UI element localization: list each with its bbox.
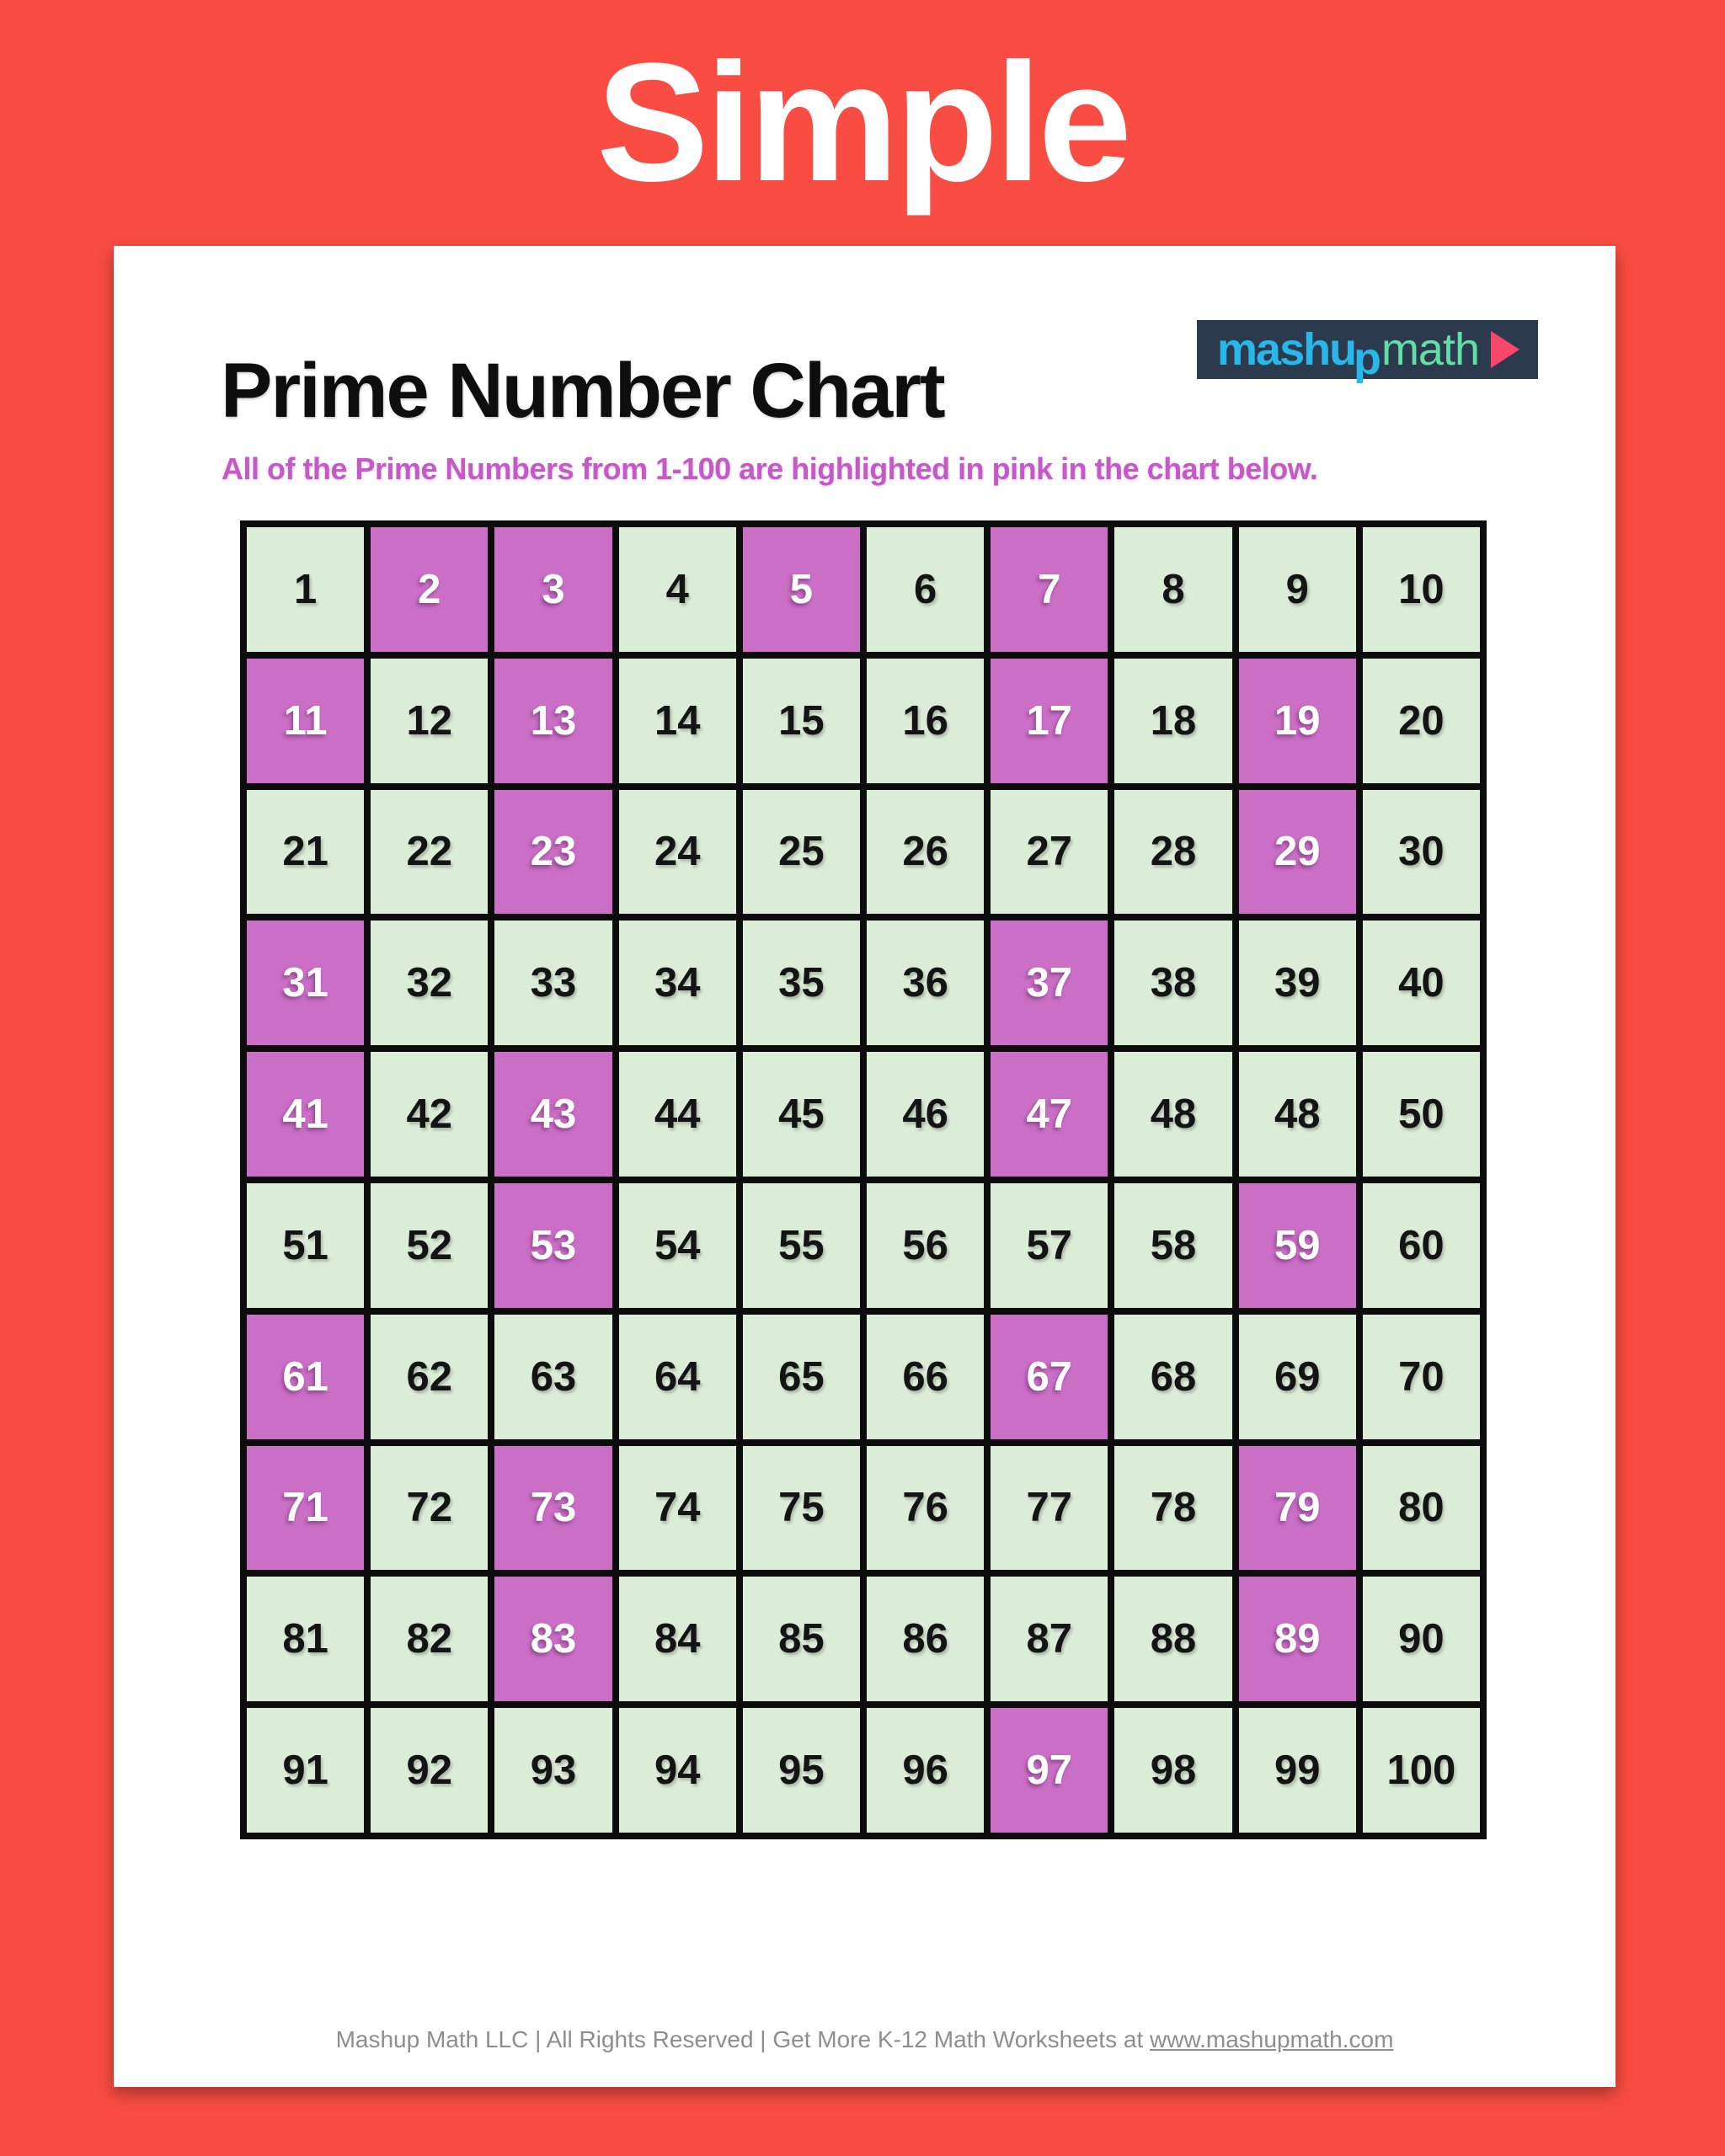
grid-cell-62: 62 <box>371 1315 488 1439</box>
grid-cell-45: 45 <box>743 1052 860 1177</box>
grid-cell-56: 56 <box>867 1183 984 1308</box>
play-icon <box>1491 331 1519 368</box>
grid-cell-93: 93 <box>494 1708 611 1833</box>
grid-cell-100: 100 <box>1363 1708 1480 1833</box>
grid-cell-4: 4 <box>619 527 736 652</box>
number-grid <box>240 520 1487 1839</box>
grid-cell-32: 32 <box>371 921 488 1045</box>
logo-text-p: p <box>1353 333 1380 384</box>
worksheet-card <box>114 246 1616 2087</box>
grid-cell-15: 15 <box>743 659 860 783</box>
grid-cell-23: 23 <box>494 790 611 915</box>
grid-cell-41: 41 <box>247 1052 364 1177</box>
grid-cell-18: 18 <box>1114 659 1231 783</box>
grid-cell-30: 30 <box>1363 790 1480 915</box>
grid-cell-46: 46 <box>867 1052 984 1177</box>
grid-cell-5: 5 <box>743 527 860 652</box>
grid-cell-75: 75 <box>743 1446 860 1571</box>
grid-cell-61: 61 <box>247 1315 364 1439</box>
grid-cell-72: 72 <box>371 1446 488 1571</box>
grid-cell-60: 60 <box>1363 1183 1480 1308</box>
grid-cell-39: 39 <box>1239 921 1356 1045</box>
footer <box>114 2026 1616 2053</box>
grid-cell-68: 68 <box>1114 1315 1231 1439</box>
grid-cell-38: 38 <box>1114 921 1231 1045</box>
grid-cell-53: 53 <box>494 1183 611 1308</box>
grid-cell-26: 26 <box>867 790 984 915</box>
grid-cell-19: 19 <box>1239 659 1356 783</box>
grid-cell-58: 58 <box>1114 1183 1231 1308</box>
grid-cell-3: 3 <box>494 527 611 652</box>
grid-cell-66: 66 <box>867 1315 984 1439</box>
logo-text-mashup <box>1217 323 1380 384</box>
grid-cell-9: 9 <box>1239 527 1356 652</box>
grid-cell-63: 63 <box>494 1315 611 1439</box>
grid-cell-96: 96 <box>867 1708 984 1833</box>
grid-cell-27: 27 <box>991 790 1108 915</box>
banner-title: Simple <box>596 29 1129 216</box>
grid-cell-47: 47 <box>991 1052 1108 1177</box>
grid-cell-71: 71 <box>247 1446 364 1571</box>
grid-cell-21: 21 <box>247 790 364 915</box>
grid-cell-83: 83 <box>494 1577 611 1701</box>
grid-cell-59: 59 <box>1239 1183 1356 1308</box>
grid-cell-25: 25 <box>743 790 860 915</box>
grid-cell-67: 67 <box>991 1315 1108 1439</box>
grid-cell-97: 97 <box>991 1708 1108 1833</box>
grid-cell-2: 2 <box>371 527 488 652</box>
grid-cell-73: 73 <box>494 1446 611 1571</box>
grid-cell-44: 44 <box>619 1052 736 1177</box>
grid-cell-20: 20 <box>1363 659 1480 783</box>
grid-cell-84: 84 <box>619 1577 736 1701</box>
grid-cell-22: 22 <box>371 790 488 915</box>
page-title: Prime Number Chart <box>221 348 944 434</box>
grid-cell-87: 87 <box>991 1577 1108 1701</box>
grid-cell-51: 51 <box>247 1183 364 1308</box>
grid-cell-33: 33 <box>494 921 611 1045</box>
grid-cell-64: 64 <box>619 1315 736 1439</box>
grid-cell-7: 7 <box>991 527 1108 652</box>
grid-cell-81: 81 <box>247 1577 364 1701</box>
grid-cell-85: 85 <box>743 1577 860 1701</box>
grid-cell-98: 98 <box>1114 1708 1231 1833</box>
grid-cell-50: 50 <box>1363 1052 1480 1177</box>
grid-cell-99: 99 <box>1239 1708 1356 1833</box>
grid-cell-95: 95 <box>743 1708 860 1833</box>
footer-link[interactable]: www.mashupmath.com <box>1150 2026 1394 2052</box>
grid-cell-17: 17 <box>991 659 1108 783</box>
grid-cell-80: 80 <box>1363 1446 1480 1571</box>
grid-cell-74: 74 <box>619 1446 736 1571</box>
grid-cell-6: 6 <box>867 527 984 652</box>
grid-cell-48: 48 <box>1239 1052 1356 1177</box>
grid-cell-76: 76 <box>867 1446 984 1571</box>
grid-cell-11: 11 <box>247 659 364 783</box>
mashupmath-logo <box>1197 320 1538 384</box>
grid-cell-90: 90 <box>1363 1577 1480 1701</box>
grid-cell-70: 70 <box>1363 1315 1480 1439</box>
grid-cell-77: 77 <box>991 1446 1108 1571</box>
grid-cell-79: 79 <box>1239 1446 1356 1571</box>
grid-cell-8: 8 <box>1114 527 1231 652</box>
grid-cell-28: 28 <box>1114 790 1231 915</box>
grid-cell-88: 88 <box>1114 1577 1231 1701</box>
grid-cell-24: 24 <box>619 790 736 915</box>
grid-cell-86: 86 <box>867 1577 984 1701</box>
grid-cell-13: 13 <box>494 659 611 783</box>
grid-cell-42: 42 <box>371 1052 488 1177</box>
grid-cell-94: 94 <box>619 1708 736 1833</box>
grid-cell-78: 78 <box>1114 1446 1231 1571</box>
grid-cell-16: 16 <box>867 659 984 783</box>
grid-cell-52: 52 <box>371 1183 488 1308</box>
grid-cell-43: 43 <box>494 1052 611 1177</box>
grid-cell-54: 54 <box>619 1183 736 1308</box>
grid-cell-91: 91 <box>247 1708 364 1833</box>
grid-cell-82: 82 <box>371 1577 488 1701</box>
page-subtitle: All of the Prime Numbers from 1-100 are highlighted in pink in the chart below. <box>222 451 1318 486</box>
grid-cell-12: 12 <box>371 659 488 783</box>
footer-text: Mashup Math LLC | All Rights Reserved | Get More K-12 Math Worksheets at <box>335 2026 1150 2052</box>
grid-cell-29: 29 <box>1239 790 1356 915</box>
grid-cell-14: 14 <box>619 659 736 783</box>
grid-cell-36: 36 <box>867 921 984 1045</box>
grid-cell-40: 40 <box>1363 921 1480 1045</box>
grid-cell-48: 48 <box>1114 1052 1231 1177</box>
grid-cell-89: 89 <box>1239 1577 1356 1701</box>
grid-cell-31: 31 <box>247 921 364 1045</box>
grid-cell-65: 65 <box>743 1315 860 1439</box>
logo-text-mashu: mashu <box>1217 324 1356 375</box>
grid-cell-35: 35 <box>743 921 860 1045</box>
grid-cell-92: 92 <box>371 1708 488 1833</box>
grid-cell-1: 1 <box>247 527 364 652</box>
grid-cell-57: 57 <box>991 1183 1108 1308</box>
grid-cell-69: 69 <box>1239 1315 1356 1439</box>
grid-cell-37: 37 <box>991 921 1108 1045</box>
logo-text-math: math <box>1381 324 1479 375</box>
grid-cell-34: 34 <box>619 921 736 1045</box>
grid-cell-10: 10 <box>1363 527 1480 652</box>
grid-cell-55: 55 <box>743 1183 860 1308</box>
